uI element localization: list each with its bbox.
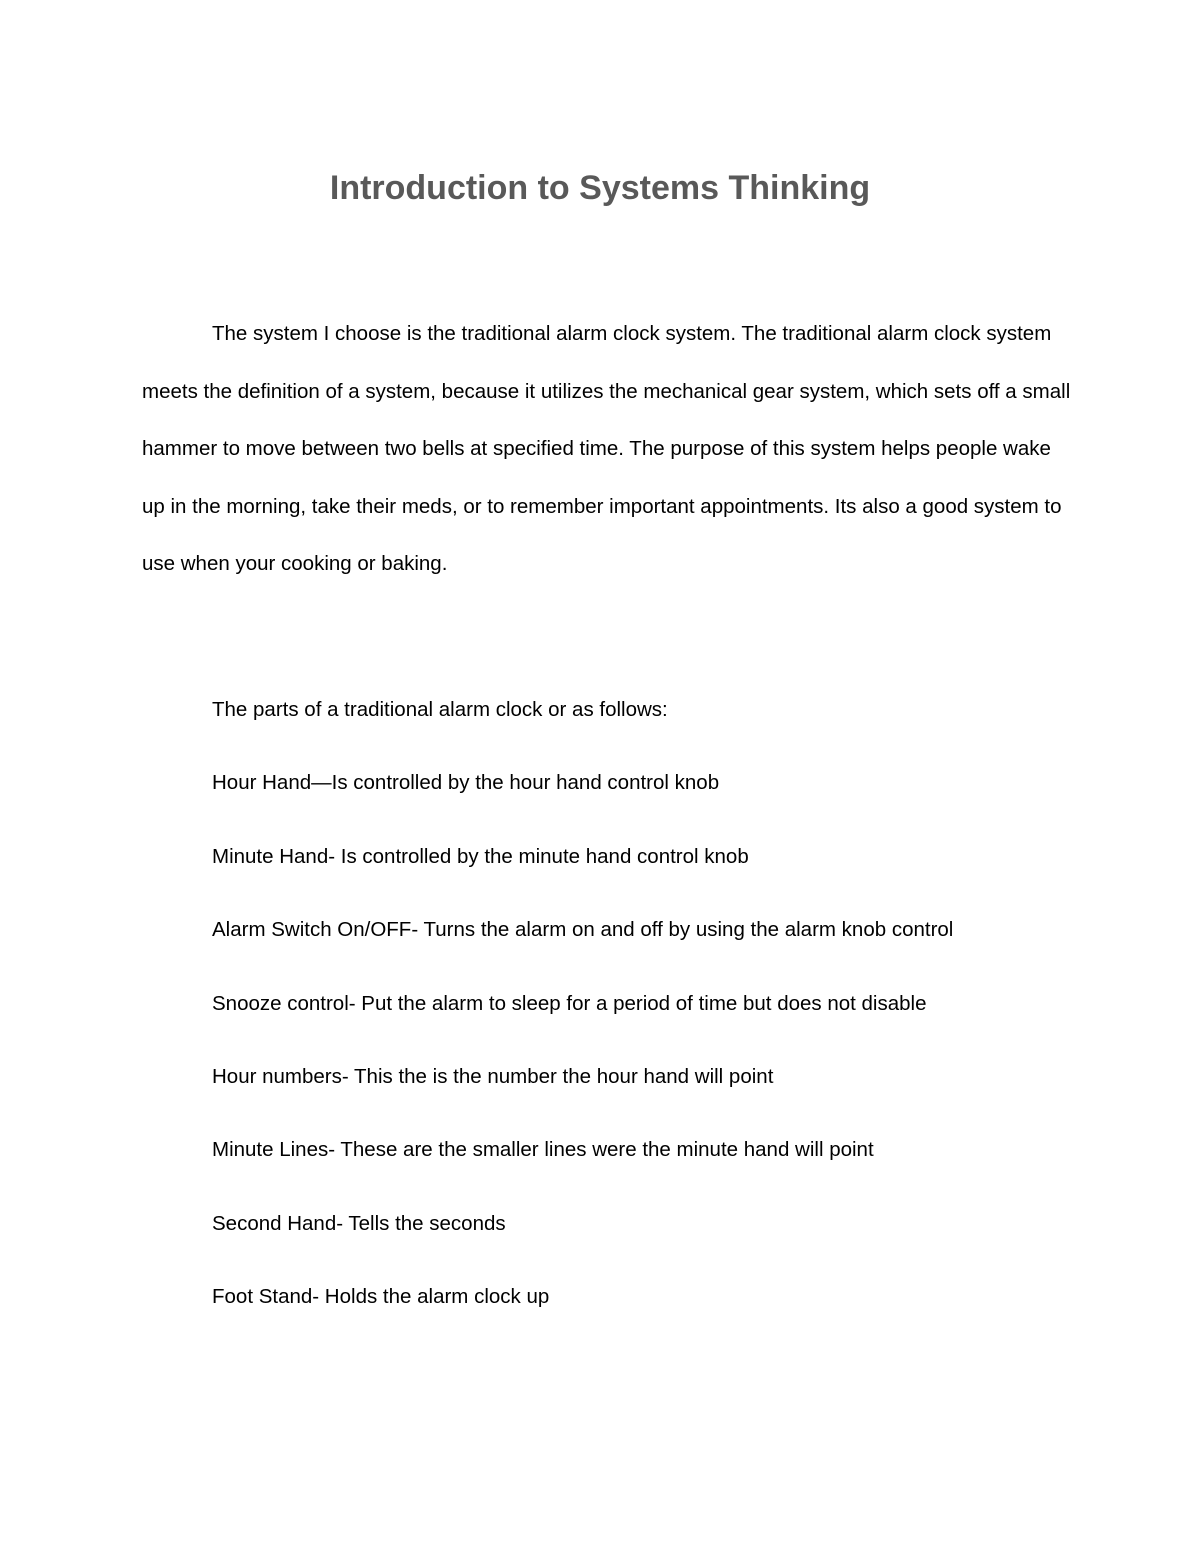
list-item: Hour Hand—Is controlled by the hour hand control knob bbox=[212, 771, 720, 795]
parts-intro: The parts of a traditional alarm clock or as follows: bbox=[212, 698, 668, 721]
parts-list bbox=[212, 690, 1112, 1351]
list-item: Snooze control- Put the alarm to sleep for a period of time but does not disable bbox=[212, 991, 927, 1015]
list-item: Hour numbers- This the is the number the hour hand will point bbox=[212, 1064, 774, 1088]
body-paragraph: The system I choose is the traditional alarm clock system. The traditional alarm clock system meets the definition of a system, because it utilizes the mechanical gear system, which sets off a small hammer to move between two bells at specified time. The purpose of this system helps people wake up in the morning, take their meds, or to remember important appointments. Its also a good system to use when your cooking or baking. bbox=[142, 322, 1071, 575]
document-title: Introduction to Systems Thinking bbox=[329, 169, 871, 207]
list-item: Second Hand- Tells the seconds bbox=[212, 1211, 506, 1235]
list-item: Alarm Switch On/OFF- Turns the alarm on and off by using the alarm knob control bbox=[212, 918, 954, 942]
list-item: Minute Hand- Is controlled by the minute hand control knob bbox=[212, 844, 749, 868]
list-item: Foot Stand- Holds the alarm clock up bbox=[212, 1285, 550, 1309]
list-item: Minute Lines- These are the smaller lines were the minute hand will point bbox=[212, 1138, 874, 1162]
